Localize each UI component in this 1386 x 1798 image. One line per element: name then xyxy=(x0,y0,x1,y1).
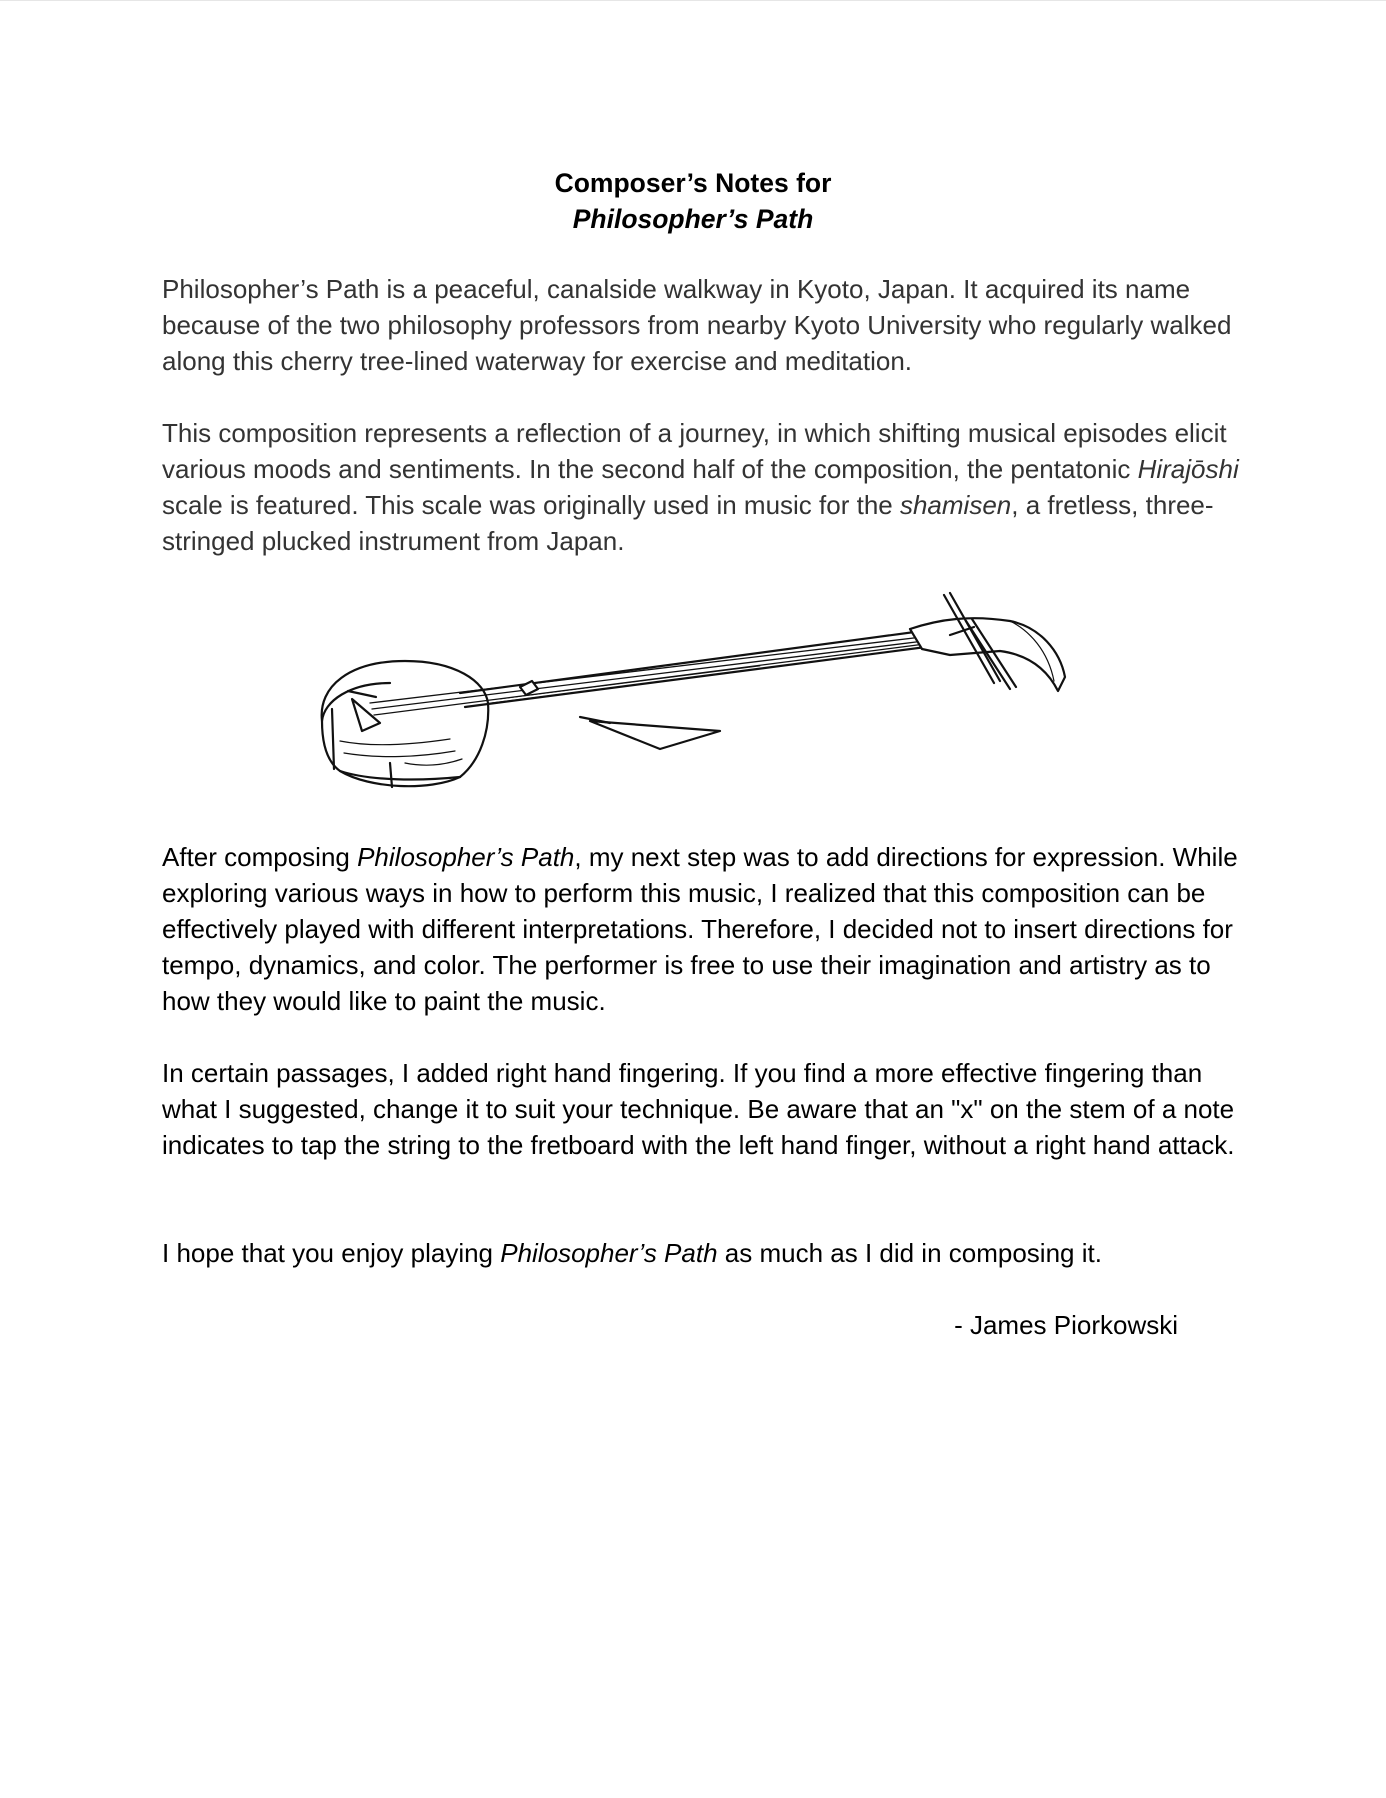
paragraph-closing xyxy=(162,1235,1242,1271)
piece-title-inline: Philosopher’s Path xyxy=(357,842,575,872)
paragraph-closing-text-a: I hope that you enjoy playing xyxy=(162,1238,501,1268)
piece-title-inline-closing: Philosopher’s Path xyxy=(500,1238,718,1268)
page-title xyxy=(0,165,1386,237)
paragraph-composition-text-c: scale is featured. This scale was originally used in music for the xyxy=(162,490,900,520)
title-line-2: Philosopher’s Path xyxy=(572,204,814,234)
paragraph-composition-text-e: , a fretless, three-stringed plucked instrument from Japan. xyxy=(162,490,1214,556)
paragraph-closing-text-c: as much as I did in composing it. xyxy=(717,1238,1102,1268)
title-line-1: Composer’s Notes for xyxy=(554,168,832,198)
shamisen-illustration xyxy=(310,591,1070,801)
paragraph-expression-text-a: After composing xyxy=(162,842,358,872)
hirajoshi-term: Hirajōshi xyxy=(1137,454,1239,484)
paragraph-expression-text-c: , my next step was to add directions for expression. While exploring various ways in how to perform this music, I realized that this composition can be effectively played with different interpretations. Therefore, I decided not to insert directions for tempo, dynamics, and color. The performer is free to use their imagination and artistry as to how they would like to paint the music. xyxy=(162,842,1238,1016)
paragraph-composition-text-a: This composition represents a reflection of a journey, in which shifting musical episodes elicit various moods and sentiments. In the second half of the composition, the pentatonic xyxy=(162,418,1227,484)
paragraph-intro: Philosopher’s Path is a peaceful, canalside walkway in Kyoto, Japan. It acquired its name because of the two philosophy professors from nearby Kyoto University who regularly walked along this cherry tree-lined waterway for exercise and meditation. xyxy=(162,274,1232,376)
paragraph-fingering: In certain passages, I added right hand fingering. If you find a more effective fingering than what I suggested, change it to suit your technique. Be aware that an "x" on the stem of a note indicates to tap the string to the fretboard with the left hand finger, without a right hand attack. xyxy=(162,1058,1235,1160)
paragraph-composition xyxy=(162,415,1242,559)
paragraph-expression xyxy=(162,839,1242,1019)
shamisen-term: shamisen xyxy=(899,490,1012,520)
author-signature: - James Piorkowski xyxy=(954,1310,1178,1340)
